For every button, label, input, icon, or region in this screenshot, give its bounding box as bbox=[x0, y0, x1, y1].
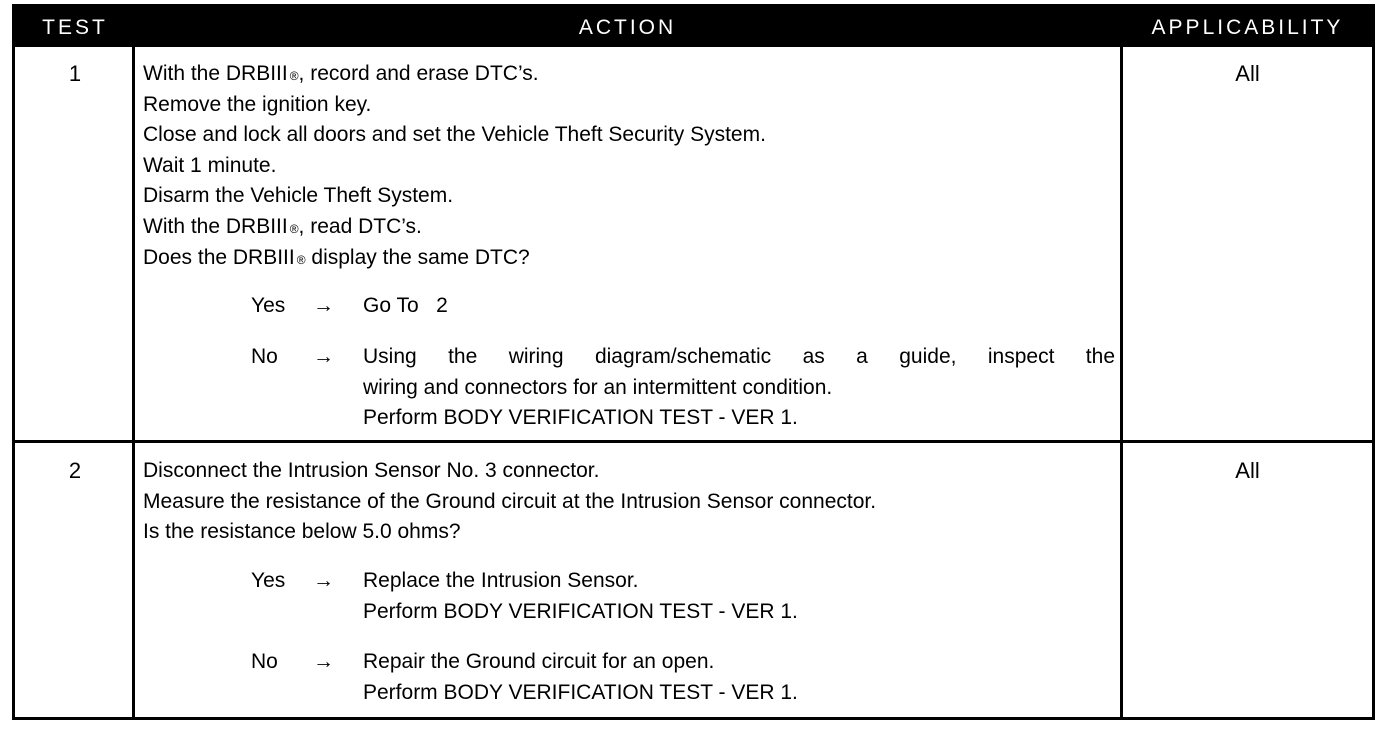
arrow-right-icon: → bbox=[313, 650, 334, 673]
yes-label: Yes bbox=[251, 294, 286, 317]
test-number: 2 bbox=[68, 458, 82, 483]
no-label: No bbox=[251, 650, 278, 673]
column-divider-test bbox=[132, 47, 135, 717]
no-result bbox=[363, 342, 1115, 434]
action-line: With the DRBIII ®, read DTC’s. bbox=[143, 214, 422, 238]
action-line: Does the DRBIII ® display the same DTC? bbox=[143, 245, 530, 269]
action-instructions bbox=[143, 59, 766, 273]
no-result-line: Perform BODY VERIFICATION TEST - VER 1. bbox=[363, 680, 798, 704]
yes-result-line: Perform BODY VERIFICATION TEST - VER 1. bbox=[363, 599, 798, 623]
action-line: With the DRBIII ®, record and erase DTC’s. bbox=[143, 62, 539, 85]
row-divider bbox=[15, 440, 1372, 443]
yes-result-line: Go To 2 bbox=[363, 294, 448, 317]
yes-result bbox=[363, 291, 448, 322]
no-result bbox=[363, 647, 798, 708]
yes-label: Yes bbox=[251, 569, 286, 592]
action-instructions bbox=[143, 456, 876, 548]
diagnostic-test-table bbox=[12, 4, 1375, 720]
test-number: 1 bbox=[68, 61, 82, 86]
arrow-right-icon: → bbox=[313, 345, 334, 368]
yes-result-line: Replace the Intrusion Sensor. bbox=[363, 569, 639, 592]
header-test: TEST bbox=[42, 16, 108, 39]
action-line: Is the resistance below 5.0 ohms? bbox=[143, 520, 461, 544]
action-line: Remove the ignition key. bbox=[143, 92, 372, 116]
header-action: ACTION bbox=[578, 16, 677, 39]
registered-mark: ® bbox=[296, 252, 306, 267]
no-result-line: Repair the Ground circuit for an open. bbox=[363, 650, 715, 673]
action-line: Measure the resistance of the Ground circuit at the Intrusion Sensor connector. bbox=[143, 489, 877, 513]
no-result-line: Perform BODY VERIFICATION TEST - VER 1. bbox=[363, 406, 798, 430]
action-line: Disarm the Vehicle Theft System. bbox=[143, 184, 454, 208]
registered-mark: ® bbox=[289, 221, 299, 236]
no-result-line: wiring and connectors for an intermittent condition. bbox=[363, 375, 833, 399]
action-line: Disconnect the Intrusion Sensor No. 3 connector. bbox=[143, 459, 600, 482]
no-result-line: Using the wiring diagram/schematic as a guide, inspect the bbox=[363, 345, 1115, 368]
action-line: Wait 1 minute. bbox=[143, 153, 277, 177]
arrow-right-icon: → bbox=[313, 569, 334, 592]
no-label: No bbox=[251, 345, 278, 368]
table-header bbox=[15, 7, 1372, 47]
arrow-right-icon: → bbox=[313, 294, 334, 317]
applicability-value: All bbox=[1235, 458, 1260, 483]
header-applicability: APPLICABILITY bbox=[1151, 16, 1344, 39]
registered-mark: ® bbox=[289, 69, 299, 83]
action-line: Close and lock all doors and set the Vehicle Theft Security System. bbox=[143, 123, 766, 147]
column-divider-applicability bbox=[1120, 47, 1123, 717]
applicability-value: All bbox=[1235, 61, 1260, 86]
yes-result bbox=[363, 566, 798, 627]
